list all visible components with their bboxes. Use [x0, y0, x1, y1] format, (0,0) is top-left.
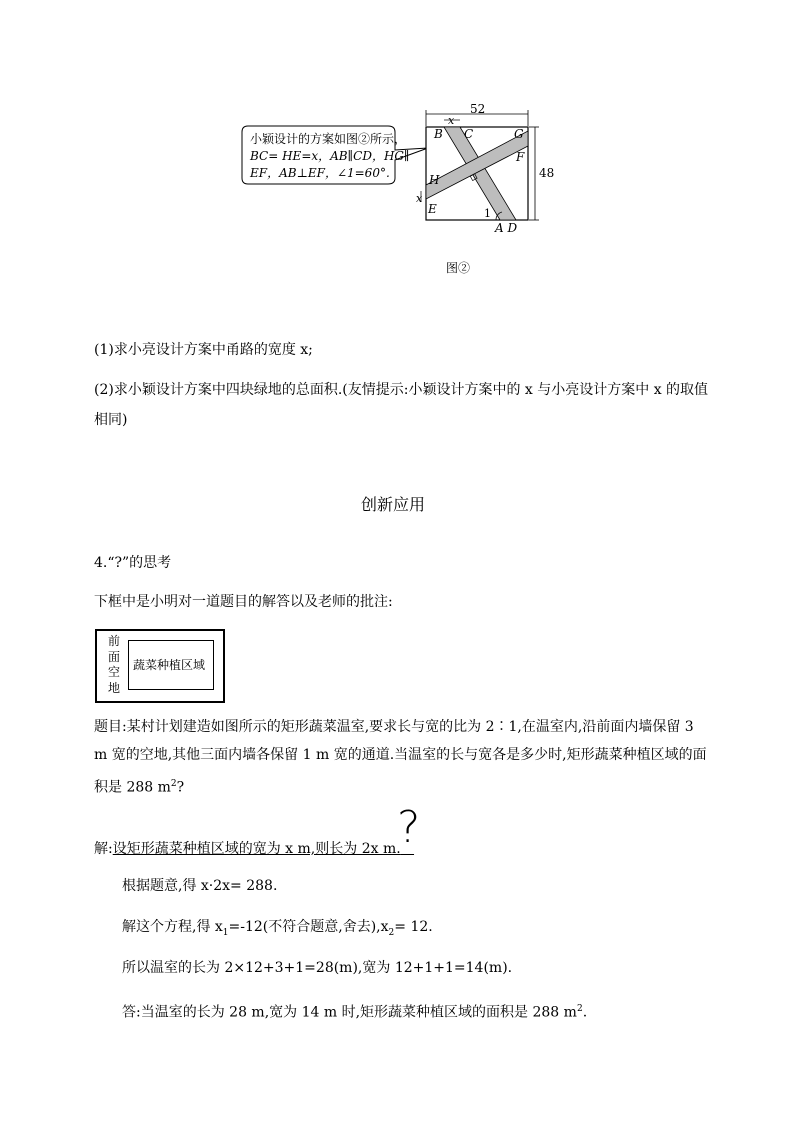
question-1: (1)求小亮设计方案中甬路的宽度 x;: [94, 342, 313, 358]
section-title: 创新应用: [361, 495, 426, 514]
question-2-line-2: 相同): [94, 412, 128, 428]
problem-question-line-2: m 宽的空地,其他三面内墙各保留 1 m 宽的通道.当温室的长与宽各是多少时,矩形蔬菜种植区域的面: [94, 747, 707, 763]
solution-step-3: 所以温室的长为 2×12+3+1=28(m),宽为 12+1+1=14(m).: [122, 960, 513, 976]
label-F: F: [516, 150, 525, 164]
callout-line-1: 小颖设计的方案如图②所示，: [250, 132, 407, 146]
problem-4-intro: 下框中是小明对一道题目的解答以及老师的批注:: [94, 594, 393, 610]
greenhouse-diagram: [95, 629, 225, 703]
width-label: 52: [470, 102, 486, 116]
callout-line-3: EF，AB⊥EF，∠1=60°.: [250, 166, 390, 180]
label-H: H: [429, 173, 440, 187]
question-2-line-1: (2)求小颖设计方案中四块绿地的总面积.(友情提示:小颖设计方案中的 x 与小亮设计方案中 x 的取值: [94, 382, 709, 398]
label-G: G: [514, 127, 524, 141]
planting-area: [128, 640, 214, 690]
figure-caption: 图②: [446, 261, 471, 275]
label-B: B: [434, 127, 443, 141]
label-C: C: [464, 127, 474, 141]
solution-prefix: 解:: [94, 841, 113, 857]
problem-question-line-1: 题目:某村计划建造如图所示的矩形蔬菜温室,要求长与宽的比为 2∶1,在温室内,沿前面内墙保留 3: [94, 719, 694, 735]
label-E: E: [428, 202, 437, 216]
problem-4-title: 4.“?”的思考: [94, 555, 172, 571]
solution-underlined-step: 设矩形蔬菜种植区域的宽为 x m,则长为 2x m.: [112, 841, 401, 857]
question-mark-annotation: ?: [397, 802, 421, 853]
label-angle-1: 1: [484, 207, 491, 220]
planting-area-label: 蔬菜种植区域: [133, 658, 206, 672]
label-x-top: x: [448, 114, 455, 127]
solution-answer: 答:当温室的长为 28 m,宽为 14 m 时,矩形蔬菜种植区域的面积是 288 $m^2$.: [122, 1004, 588, 1021]
solution-step-2: 解这个方程,得 $x_1=-12$(不符合题意,舍去)$,x_2= 12$.: [122, 919, 433, 938]
solution-step-1: 根据题意,得 x·2x= 288.: [122, 878, 278, 894]
label-x-side: x: [416, 192, 423, 205]
front-space-label: 前 面 空 地: [107, 634, 120, 695]
callout-line-2: BC= HE=x，AB∥CD，HG∥: [250, 149, 410, 163]
height-label: 48: [539, 166, 555, 180]
figure-2: [238, 98, 558, 238]
problem-question-line-3: 积是 288 $m^2$?: [94, 779, 185, 796]
label-AD: A D: [495, 221, 518, 235]
solution-first-line: [94, 840, 414, 858]
